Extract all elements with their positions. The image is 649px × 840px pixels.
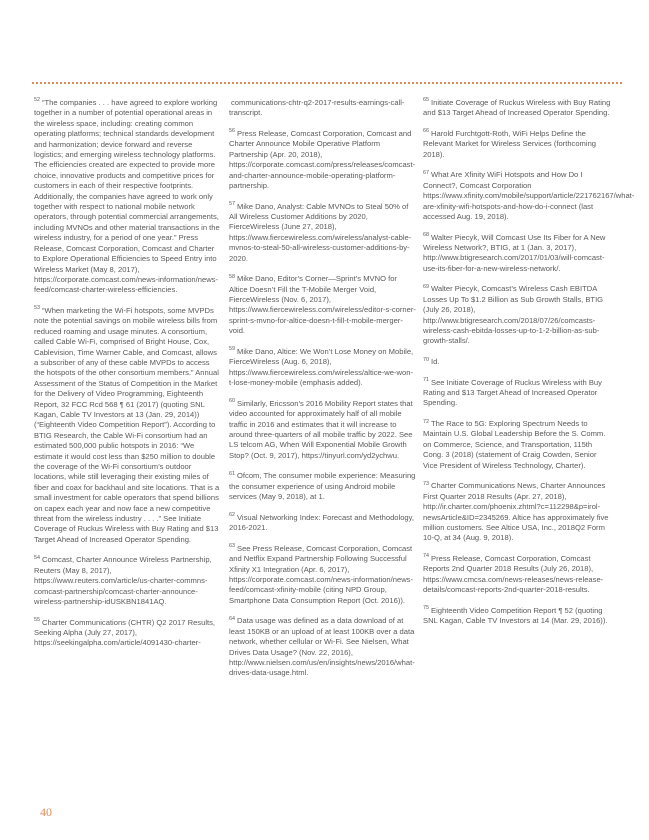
footnote-number: 65	[423, 97, 429, 104]
footnote-number: 61	[229, 470, 235, 477]
footnote-text: See Press Release, Comcast Corporation, Comcast and Netflix Expand Partnership Following Successful Xfinity X1 Integration (Apr. 6, 2017), https://corporate.comcast.com/news-information/news-feed/comcast-xfinity-mobile (citing NPD Group, Smartphone Data Consumption Report (Oct. 2016)).	[229, 543, 414, 605]
footnote	[34, 555, 222, 607]
footnote-text: Charter Communications News, Charter Announces First Quarter 2018 Results (Apr. 27, 2018), http://ir.charter.com/phoenix.zhtml?c=112298&p=irol-newsArticle&ID=2345269. Altice has approximately five million customers. See Altice USA, Inc., 2018Q2 Form 10-Q, at 34 (Aug. 9, 2018).	[423, 481, 609, 543]
footnote-text: Eighteenth Video Competition Report ¶ 52 (quoting SNL Kagan, Cable TV Investors at 14 (Mar. 29, 2016)).	[423, 605, 608, 626]
footnote	[423, 284, 613, 346]
footnote	[229, 399, 416, 461]
footnote-number: 52	[34, 97, 40, 104]
footnote	[229, 274, 416, 336]
footnote-number: 69	[423, 283, 429, 290]
footnote-text: “The companies . . . have agreed to explore working together in a number of potential operational areas in the wireless space, including: creating common operating platforms; technical standards development and harmonization; device forward and reverse logistics; and emerging wireless technology platforms. The efficiencies created are expected to provide more choice, innovative products and competitive prices for customers in each of their respective footprints. Additionally, the companies have agreed to work only together with respect to national mobile network operators, through potential commercial arrangements, including MVNOs and other material transactions in the wireless industry, for a period of one year.” Press Release, Comcast Corporation, Comcast and Charter to Explore Operational Efficiencies to Speed Entry into Wireless Market (May 8, 2017), https://corporate.comcast.com/news-information/news-feed/comcast-charter-wireless-efficiencies.	[34, 98, 220, 295]
footnote-number: 56	[229, 128, 235, 135]
footnote	[423, 169, 635, 222]
footnote-text: Data usage was defined as a data download of at least 150KB or an upload of at least 100KB over a data network, whether cellular or Wi-Fi. See Nielsen, What Drives Data Usage? (Nov. 22, 2016), http://www.nielsen.com/us/en/insights/news/2016/what-drives-data-usage.html.	[229, 616, 415, 678]
footnote-text: Mike Dano, Altice: We Won’t Lose Money on Mobile, FierceWireless (Aug. 6, 2018), https://www.fiercewireless.com/wireless/altice-we-won-t-lose-money-mobile (emphasis added).	[229, 346, 414, 388]
footnote-text: Id.	[431, 357, 440, 367]
footnote-number: 68	[423, 232, 429, 239]
footnote-column-2	[229, 98, 416, 689]
footnote	[423, 98, 613, 119]
footnote	[423, 357, 613, 367]
footnote	[229, 98, 416, 119]
footnote-column-1	[34, 98, 222, 659]
footnote	[229, 347, 416, 389]
footnote	[423, 419, 613, 471]
footnote-text: “When marketing the Wi-Fi hotspots, some MVPDs note the potential savings on mobile wireless bills from reduced roaming and usage minutes. A consortium, called Cable Wi-Fi, comprised of Bright House, Cox, Cablevision, Time Warner Cable, and Comcast, allows a subscriber of any of these cable MVPDs to access the hotspots of the other consortium members.” Annual Assessment of the Status of Competition in the Market for the Delivery of Video Programming, Eighteenth Report, 32 FCC Rcd 568 ¶ 61 (2017) (quoting SNL Kagan, Cable TV Investors at 13 (Jan. 29, 2014)) (“Eighteenth Video Competition Report”). According to BTIG Research, the Cable Wi-Fi consortium had an estimated 500,000 public hotspots in 2016: “We estimate it would cost less than $250 million to double the coverage of the Wi-Fi consortium’s outdoor locations, while still leveraging their existing miles of fiber and coax for backhaul and site locations. That is a small investment for cable operators that spend billions on capex each year and now face a new competitive threat from the wireless industry . . . .” See Initiate Coverage of Ruckus Wireless with Buy Rating and $13 Target Ahead of Increased Operator Spending.	[34, 305, 220, 544]
footnote-text: Similarly, Ericsson’s 2016 Mobility Report states that video accounted for approximately half of all mobile traffic in 2016 and estimates that it will increase to around three-quarters of all mobile traffic by 2022. See LS telcom AG, When Will Exponential Mobile Growth Stop? (Oct. 9, 2017), https://tinyurl.com/yd2ychwu.	[229, 398, 413, 460]
footnote-number: 75	[423, 605, 429, 612]
footnote-number: 70	[423, 356, 429, 363]
footnote-text: Walter Piecyk, Comcast’s Wireless Cash EBITDA Losses Up To $1.2 Billion as Sub Growth Stalls, BTIG (July 26, 2018), http://www.btigresearch.com/2018/07/26/comcasts-wireless-cash-ebitda-losses-up-to-1-2-billion-as-sub-growth-stalls/.	[423, 284, 604, 346]
footnote-number: 59	[229, 346, 235, 353]
footnote	[423, 554, 613, 596]
footnote	[423, 481, 613, 543]
footnote	[229, 544, 416, 606]
footnote	[34, 306, 222, 545]
footnote	[423, 606, 613, 627]
footnote	[229, 471, 416, 502]
dotted-divider	[32, 82, 622, 84]
footnote-number: 67	[423, 169, 429, 176]
footnote-text: Initiate Coverage of Ruckus Wireless with Buy Rating and $13 Target Ahead of Increased Operator Spending.	[423, 98, 611, 118]
footnote-number: 63	[229, 543, 235, 550]
footnote-text: Charter Communications (CHTR) Q2 2017 Results, Seeking Alpha (July 27, 2017), https://seekingalpha.com/article/4091430-charter-	[34, 617, 216, 648]
footnote	[229, 129, 416, 191]
footnote	[423, 129, 613, 160]
footnote-number: 66	[423, 128, 429, 135]
footnote-number: 64	[229, 615, 235, 622]
footnote-number: 55	[34, 617, 40, 624]
footnote-number: 74	[423, 553, 429, 560]
footnote	[229, 513, 416, 534]
footnote-text: Visual Networking Index: Forecast and Methodology, 2016-2021.	[229, 512, 415, 533]
footnote-column-3	[423, 97, 635, 637]
footnote	[423, 378, 613, 409]
footnote-text: Walter Piecyk, Will Comcast Use Its Fiber for A New Wireless Network?, BTIG, at 1 (Jan. 3, 2017), http://www.btigresearch.com/2017/01/03/will-comcast-use-its-fiber-for-a-new-wireless-network/.	[423, 232, 606, 273]
footnote	[229, 616, 416, 678]
footnote-text: What Are Xfinity WiFi Hotspots and How Do I Connect?, Comcast Corporation https://www.xfinity.com/mobile/support/article/221762167/what-are-xfinity-wifi-hotspots-and-how-do-i-connect (last accessed Aug. 19, 2018).	[423, 170, 635, 222]
footnote-number: 54	[34, 554, 40, 561]
footnote-text: Comcast, Charter Announce Wireless Partnership, Reuters (May 8, 2017), https://www.reuters.com/article/us-charter-commns-comcast-partnership/comcast-charter-announce-wireless-partnership-idUSKBN1841AQ.	[34, 555, 212, 607]
footnote	[229, 202, 416, 264]
footnote-text: Harold Furchtgott-Roth, WiFi Helps Define the Relevant Market for Wireless Services (forthcoming 2018).	[423, 129, 597, 159]
footnote-number: 73	[423, 480, 429, 487]
footnote-text: Press Release, Comcast Corporation, Comcast and Charter Announce Mobile Operative Platform Partnership (Apr. 20, 2018), https://corporate.comcast.com/press/releases/comcast-and-charter-announce-mobile-operating-platform-partnership.	[229, 129, 416, 191]
footnote	[34, 618, 222, 649]
footnote-number: 72	[423, 418, 429, 425]
footnote-number: 71	[423, 377, 429, 384]
footnote-number: 57	[229, 201, 235, 208]
footnote-text: See Initiate Coverage of Ruckus Wireless with Buy Rating and $13 Target Ahead of Increased Operator Spending.	[423, 377, 602, 408]
footnote-text: Press Release, Comcast Corporation, Comcast Reports 2nd Quarter 2018 Results (July 26, 2018), https://www.cmcsa.com/news-releases/news-release-details/comcast-reports-2nd-quarter-2018-results.	[423, 553, 604, 595]
footnote-number: 58	[229, 273, 235, 280]
page-number: 40	[40, 805, 52, 819]
footnote-number: 53	[34, 305, 40, 312]
footnote	[423, 233, 613, 275]
footnote-text: Mike Dano, Analyst: Cable MVNOs to Steal 50% of All Wireless Customer Additions by 2020, FierceWireless (June 27, 2018), https://www.fiercewireless.com/wireless/analyst-cable-mvnos-to-steal-50-all-wireless-customer-additions-by-2020.	[229, 201, 412, 263]
footnote-text: communications-chtr-q2-2017-results-earnings-call-transcript.	[229, 98, 405, 118]
footnote-number: 60	[229, 398, 235, 405]
footnote-text: The Race to 5G: Exploring Spectrum Needs to Maintain U.S. Global Leadership Before the S. Comm. on Commerce, Science, and Transportation, 115th Cong. 3 (2018) (statement of Craig Cowden, Senior Vice President of Wireless Technology, Charter).	[423, 419, 606, 470]
footnote-number: 62	[229, 512, 235, 519]
footnote-text: Mike Dano, Editor’s Corner—Sprint’s MVNO for Altice Doesn’t Fill the T-Mobile Merger Void, FierceWireless (Nov. 6, 2017), https://www.fiercewireless.com/wireless/editor-s-corner-sprint-s-mvno-for-altice-doesn-t-fill-t-mobile-merger-void.	[229, 274, 416, 336]
footnote-text: Ofcom, The consumer mobile experience: Measuring the consumer experience of using Android mobile services (May 9, 2018), at 1.	[229, 471, 416, 502]
footnote	[34, 98, 222, 296]
